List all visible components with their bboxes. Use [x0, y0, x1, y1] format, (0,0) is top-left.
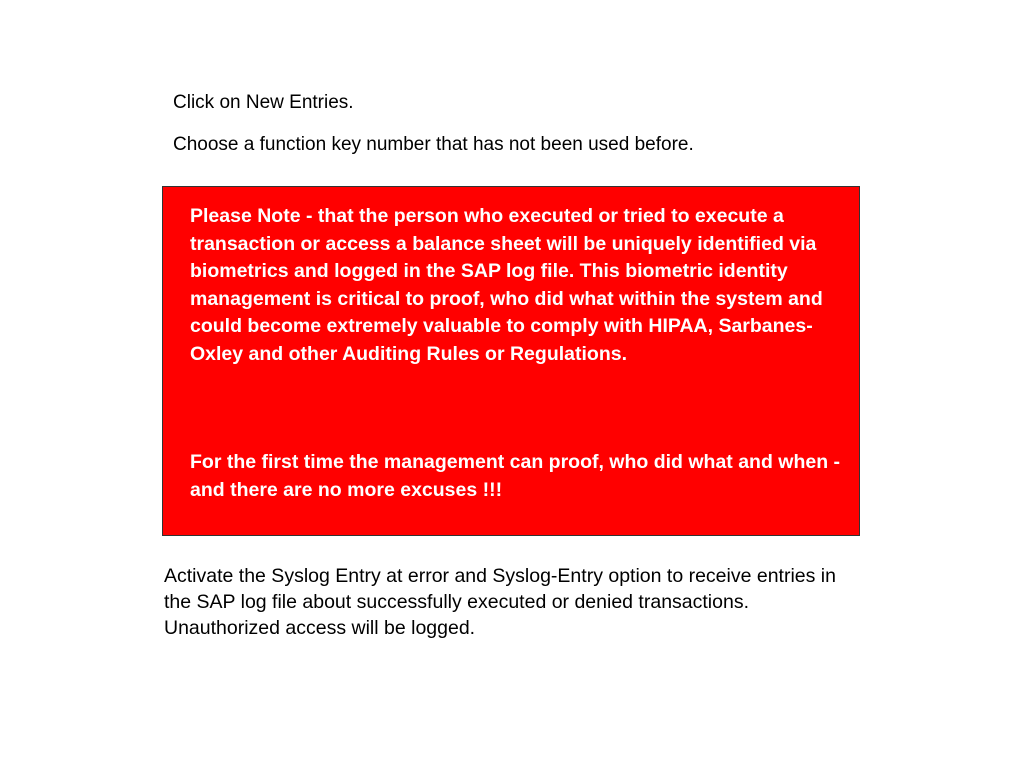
- instruction-new-entries: Click on New Entries.: [173, 92, 354, 113]
- note-paragraph-biometric-identity: Please Note - that the person who executed or tried to execute a transaction or access a balance sheet will be uniquely identified via biometrics and logged in the SAP log file. This biometric identity management is critical to proof, who did what within the system and could become extremely valuable to comply with HIPAA, Sarbanes-Oxley and other Auditing Rules or Regulations.: [190, 205, 823, 365]
- instruction-function-key: Choose a function key number that has not been used before.: [173, 134, 694, 155]
- biometric-note-box: [162, 186, 860, 536]
- syslog-activation-text: Activate the Syslog Entry at error and Syslog-Entry option to receive entries in the SAP log file about successfully executed or denied transactions. Unauthorized access will be logged.: [164, 565, 836, 639]
- note-paragraph-no-excuses: For the first time the management can proof, who did what and when - and there are no more excuses !!!: [190, 451, 841, 501]
